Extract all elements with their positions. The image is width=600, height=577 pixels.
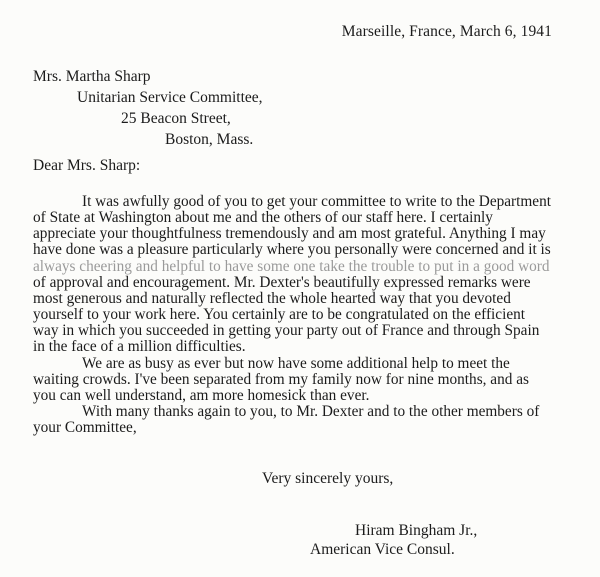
salutation: Dear Mrs. Sharp: (33, 157, 141, 174)
body-line: We are as busy as ever but now have some additional help to meet the (82, 354, 510, 372)
addressee-line: Mrs. Martha Sharp (33, 68, 151, 85)
body-line: always cheering and helpful to have some one take the trouble to put in a good word (33, 257, 550, 275)
body-line: of approval and encouragement. Mr. Dexter's beautifully expressed remarks were (33, 273, 531, 291)
addressee-line: Unitarian Service Committee, (77, 89, 263, 106)
signature-title: American Vice Consul. (310, 541, 455, 558)
body-line: way in which you succeeded in getting your party out of France and through Spain (33, 322, 540, 340)
body-paragraph (33, 356, 573, 404)
date-line: Marseille, France, March 6, 1941 (341, 23, 552, 40)
addressee-block (33, 66, 263, 150)
body-line: waiting crowds. I've been separated from my family now for nine months, and as (33, 370, 529, 388)
body-line: you can well understand, am more homesick than ever. (33, 386, 370, 404)
body-paragraph (33, 404, 573, 436)
body-paragraph (33, 194, 573, 356)
body-line: in the face of a million difficulties. (33, 338, 246, 356)
body-line: appreciate your thoughtfulness tremendously and am most grateful. Anything I may (33, 225, 546, 243)
body-line: of State at Washington about me and the others of our staff here. I certainly (33, 209, 493, 227)
closing-line: Very sincerely yours, (262, 470, 394, 487)
letter-body (33, 194, 573, 436)
addressee-line: Boston, Mass. (165, 131, 254, 148)
body-line: most generous and naturally reflected the whole hearted way that you devoted (33, 289, 511, 307)
body-line: your Committee, (33, 419, 137, 437)
addressee-line: 25 Beacon Street, (121, 110, 231, 127)
body-line: yourself to your work here. You certainly are to be congratulated on the efficient (33, 306, 526, 324)
body-line: have done was a pleasure particularly where you personally were concerned and it is (33, 241, 551, 259)
signature-block (310, 521, 477, 559)
body-line: With many thanks again to you, to Mr. Dexter and to the other members of (82, 403, 540, 421)
signature-name: Hiram Bingham Jr., (355, 522, 478, 539)
body-line: It was awfully good of you to get your committee to write to the Department (82, 193, 551, 210)
